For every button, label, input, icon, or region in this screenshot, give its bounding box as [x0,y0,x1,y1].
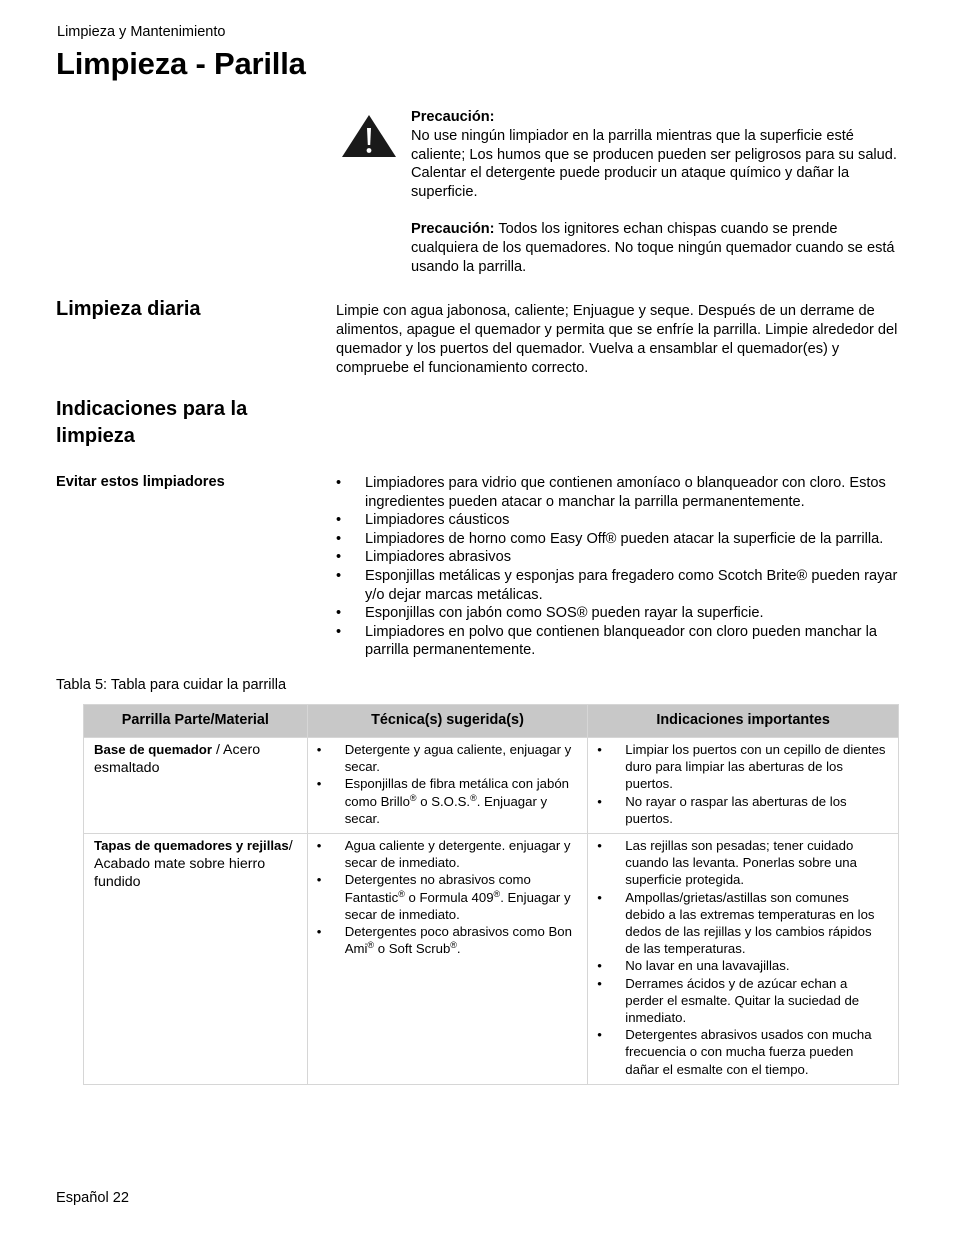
table-row [84,738,899,834]
part-cell: Base de quemador / Acero esmaltado [84,738,308,834]
avoid-cleaners-heading: Evitar estos limpiadores [56,474,225,490]
list-item: • Limpiar los puertos con un cepillo de dientes duro para limpiar las aberturas de los puertos. [597,742,886,792]
page-footer: Español 22 [56,1190,130,1206]
caution-note-ignitors [411,220,906,276]
warning-icon [340,113,398,159]
page-title: Limpieza - Parilla [56,46,306,81]
technique-cell [307,834,588,1085]
table-row [84,834,899,1085]
notes-cell [588,834,899,1085]
list-item: • Limpiadores para vidrio que contienen amoníaco o blanqueador con cloro. Estos ingredientes pueden atacar o manchar la parrilla permanentemente. [336,475,886,510]
table-header-row [84,705,899,738]
list-item: • No rayar o raspar las aberturas de los puertos. [597,793,847,826]
list-item: • Las rejillas son pesadas; tener cuidado cuando las levanta. Ponerlas sobre una superficie protegida. [597,838,857,888]
list-item: • Esponjillas de fibra metálica con jabón como Brillo® o S.O.S.®. Enjuagar y secar. [316,776,570,826]
list-item: • No lavar en una lavavajillas. [597,958,790,974]
column-header-part: Parrilla Parte/Material [84,705,308,738]
list-item: • Esponjillas metálicas y esponjas para fregadero como Scotch Brite® pueden rayar y/o dejar marcas metálicas. [336,567,898,603]
list-item: • Esponjillas con jabón como SOS® pueden rayar la superficie. [336,605,764,622]
column-header-technique: Técnica(s) sugerida(s) [307,705,588,738]
cleaning-indications-heading: Indicaciones para la limpieza [56,398,248,447]
bullet: • [336,530,342,547]
list-item: • Derrames ácidos y de azúcar echan a perder el esmalte. Quitar la suciedad de inmediato. [597,975,860,1026]
list-item: • Detergentes abrasivos usados con mucha frecuencia o con mucha fuerza pueden dañar el esmalte con el tiempo. [597,1027,872,1077]
section-label: Limpieza y Mantenimiento [57,24,226,40]
bullet: • [336,475,342,491]
column-header-notes: Indicaciones importantes [588,705,899,738]
bullet: • [336,549,342,566]
notes-cell [588,738,899,834]
list-item: • Limpiadores abrasivos [336,549,512,566]
caution-text: Todos los ignitores echan chispas cuando se prende cualquiera de los quemadores. No toque ningún quemador cuando se está usando la parrilla. [411,221,895,275]
grill-care-table [83,704,899,1085]
list-item: • Limpiadores cáusticos [336,512,510,529]
list-item: • Detergente y agua caliente, enjuagar y secar. [316,742,572,775]
caution-text: No use ningún limpiador en la parrilla mientras que la superficie esté caliente; Los humos que se producen pueden ser peligrosos para su salud. Calentar el detergente puede producir un ataque químico y dañar la superficie. [411,127,897,201]
bullet: • [336,512,342,529]
bullet: • [336,567,342,584]
bullet: • [336,605,342,622]
caution-note-heat [411,108,906,202]
bullet: • [336,623,342,640]
list-item: • Detergentes poco abrasivos como Bon Ami® o Soft Scrub®. [316,924,572,957]
list-item: • Agua caliente y detergente. enjuagar y secar de inmediato. [316,838,571,871]
list-item: • Limpiadores en polvo que contienen blanqueador con cloro pueden manchar la parrilla permanentemente. [336,623,877,659]
list-item: • Detergentes no abrasivos como Fantastic® o Formula 409®. Enjuagar y secar de inmediato. [316,872,571,922]
table-caption: Tabla 5: Tabla para cuidar la parrilla [56,677,287,693]
daily-cleaning-text: Limpie con agua jabonosa, caliente; Enjuague y seque. Después de un derrame de alimentos, apague el quemador y permita que se enfríe la parrilla. Limpie alrededor del quemador y los puertos del quemador. Vuelva a ensamblar el quemador(es) y compruebe el funcionamiento correcto. [336,303,898,376]
list-item: • Limpiadores de horno como Easy Off® pueden atacar la superficie de la parrilla. [336,530,884,547]
part-cell: Tapas de quemadores y rejillas/ Acabado mate sobre hierro fundido [84,834,308,1085]
list-item: • Ampollas/grietas/astillas son comunes debido a las extremas temperaturas en los dedos de las rejillas y los cambios rápidos de las temperaturas. [597,889,875,957]
caution-label: Precaución: [411,109,495,125]
avoid-cleaners-list [336,474,906,660]
technique-cell [307,738,588,834]
daily-cleaning-heading: Limpieza diaria [56,298,201,320]
caution-label: Precaución: [411,221,495,237]
